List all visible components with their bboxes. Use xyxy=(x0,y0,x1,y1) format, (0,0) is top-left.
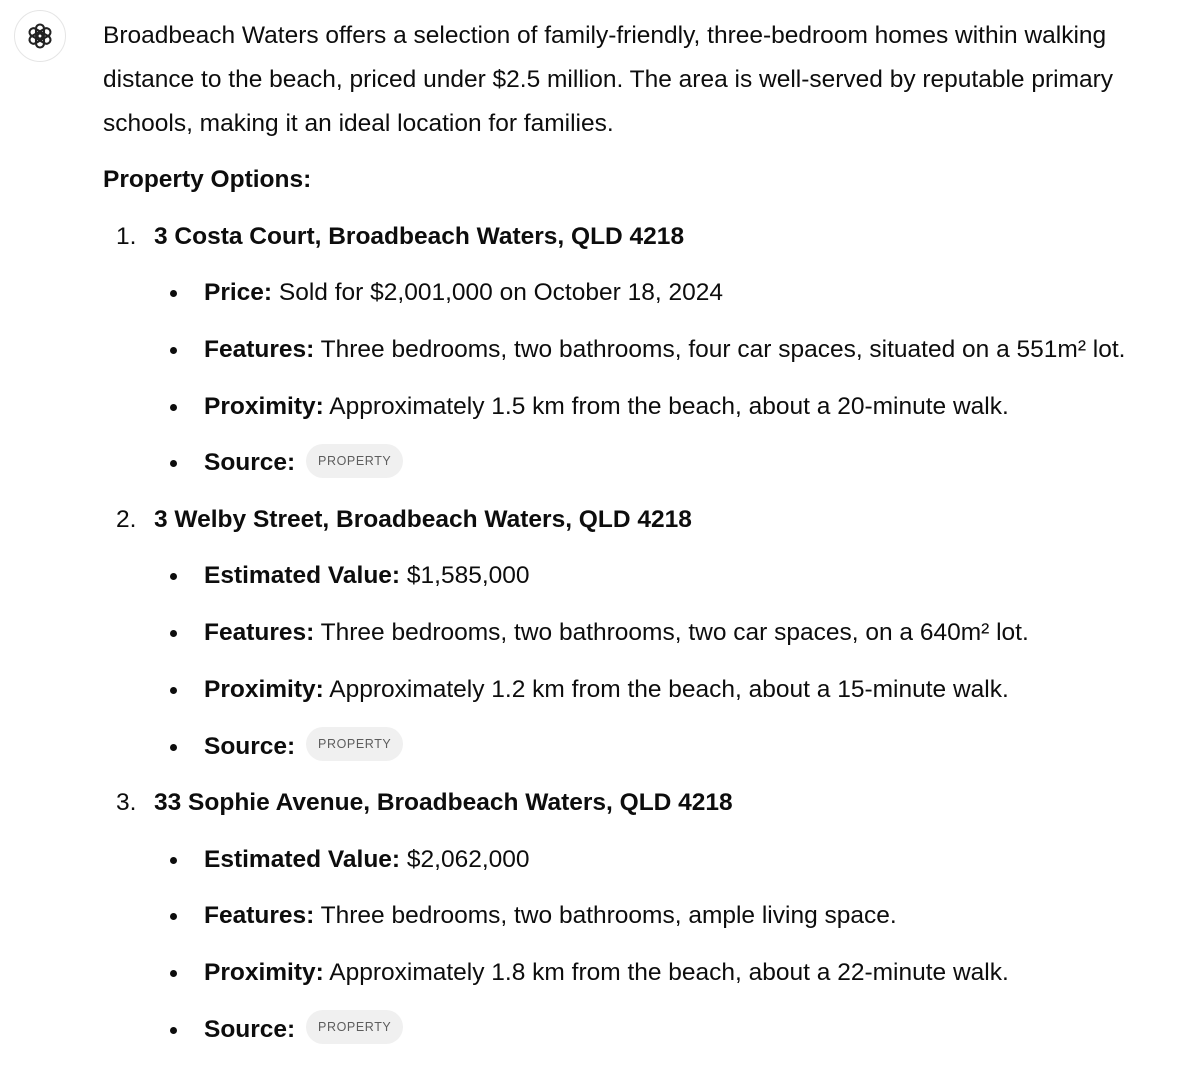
property-address: 33 Sophie Avenue, Broadbeach Waters, QLD 4218 xyxy=(154,789,733,816)
assistant-avatar xyxy=(14,10,66,62)
property-address: 3 Welby Street, Broadbeach Waters, QLD 4218 xyxy=(154,505,692,533)
detail-features xyxy=(103,894,1183,938)
detail-source xyxy=(103,441,1183,485)
detail-text: Approximately 1.2 km from the beach, about a 15-minute walk. xyxy=(323,675,1009,703)
bullet-icon xyxy=(170,913,177,920)
detail-text: Approximately 1.8 km from the beach, about a 22-minute walk. xyxy=(323,959,1009,987)
bullet-icon xyxy=(170,290,177,297)
detail-text: $1,585,000 xyxy=(400,562,530,590)
detail-text: Approximately 1.5 km from the beach, about a 20-minute walk. xyxy=(323,392,1009,420)
source-chip[interactable]: PROPERTY xyxy=(306,1010,403,1044)
openai-logo-icon xyxy=(25,21,55,51)
detail-text: Sold for $2,001,000 on October 18, 2024 xyxy=(272,279,723,307)
property-list xyxy=(103,215,1183,1052)
bullet-icon xyxy=(170,460,177,467)
bullet-icon xyxy=(170,573,177,580)
detail-label: Proximity: xyxy=(204,959,324,987)
property-title xyxy=(103,215,1183,259)
detail-label: Features: xyxy=(204,619,315,647)
intro-line: Broadbeach Waters offers a selection of family-friendly, three-bedroom homes within walking xyxy=(103,22,1107,49)
assistant-message xyxy=(103,14,1183,1052)
detail-label: Proximity: xyxy=(204,675,324,703)
property-details xyxy=(103,554,1183,768)
detail-label: Source: xyxy=(204,1015,296,1043)
detail-label: Source: xyxy=(204,449,296,477)
detail-features xyxy=(103,611,1183,655)
detail-proximity xyxy=(103,385,1183,429)
detail-text: Three bedrooms, two bathrooms, ample living space. xyxy=(314,902,897,930)
list-number: 2. xyxy=(116,505,137,533)
property-details xyxy=(103,838,1183,1052)
bullet-icon xyxy=(170,970,177,977)
bullet-icon xyxy=(170,687,177,694)
detail-text: Three bedrooms, two bathrooms, two car spaces, on a 640m² lot. xyxy=(314,619,1029,647)
bullet-icon xyxy=(170,1027,177,1034)
property-address: 3 Costa Court, Broadbeach Waters, QLD 4218 xyxy=(154,222,685,250)
detail-source xyxy=(103,725,1183,769)
detail-label: Estimated Value: xyxy=(204,562,401,590)
bullet-icon xyxy=(170,744,177,751)
source-chip[interactable]: PROPERTY xyxy=(306,727,403,761)
section-heading: Property Options: xyxy=(103,166,312,193)
bullet-icon xyxy=(170,857,177,864)
property-details xyxy=(103,271,1183,485)
detail-label: Price: xyxy=(204,279,273,307)
intro-line: schools, making it an ideal location for families. xyxy=(103,110,614,137)
property-item xyxy=(103,498,1183,769)
detail-features xyxy=(103,328,1183,372)
source-chip[interactable]: PROPERTY xyxy=(306,444,403,478)
intro-paragraph xyxy=(103,14,1183,146)
bullet-icon xyxy=(170,347,177,354)
detail-price xyxy=(103,271,1183,315)
detail-text: $2,062,000 xyxy=(400,845,530,873)
detail-label: Source: xyxy=(204,732,296,760)
detail-label: Features: xyxy=(204,335,315,363)
property-item xyxy=(103,215,1183,486)
property-item xyxy=(103,781,1183,1052)
bullet-icon xyxy=(170,630,177,637)
detail-label: Estimated Value: xyxy=(204,845,401,873)
bullet-icon xyxy=(170,404,177,411)
detail-estimated-value xyxy=(103,554,1183,598)
detail-proximity xyxy=(103,951,1183,995)
detail-proximity xyxy=(103,668,1183,712)
property-title xyxy=(103,498,1183,542)
detail-label: Proximity: xyxy=(204,392,324,420)
list-number: 3. xyxy=(116,789,137,816)
detail-source xyxy=(103,1008,1183,1052)
detail-text: Three bedrooms, two bathrooms, four car spaces, situated on a 551m² lot. xyxy=(314,335,1126,363)
detail-estimated-value xyxy=(103,838,1183,882)
list-number: 1. xyxy=(116,222,137,250)
property-title xyxy=(103,781,1183,825)
intro-line: distance to the beach, priced under $2.5 million. The area is well-served by reputable primary xyxy=(103,66,1114,93)
detail-label: Features: xyxy=(204,902,315,930)
